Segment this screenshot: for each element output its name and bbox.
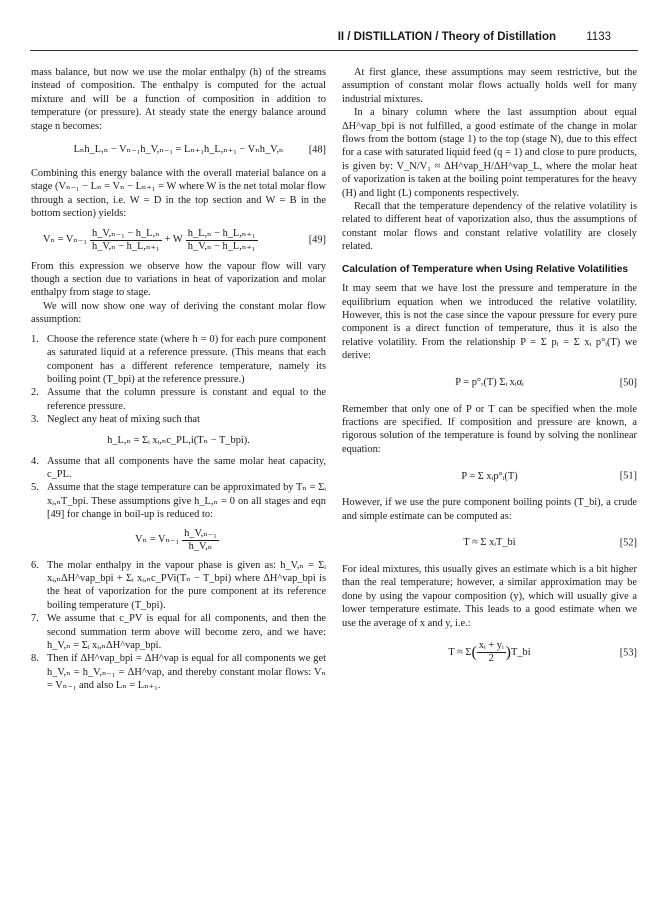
list-item-number: 6.	[31, 559, 39, 571]
list-item-text: Assume that all components have the same molar heat capacity, c_PL.	[47, 455, 326, 480]
list-item-text: We assume that c_PV is equal for all components, and then the second summation term above will become zero, and we have: h_V,ₙ = Σᵢ xᵢ,ₙΔH^vap_bpi.	[47, 613, 326, 651]
assumption-list	[31, 333, 326, 427]
list-item	[31, 386, 326, 413]
list-item-text: Assume that the column pressure is constant and equal to the reference pressure.	[47, 387, 326, 412]
fraction-denominator: h_V,ₙ	[188, 540, 213, 552]
equation-49-fraction-1	[90, 228, 162, 253]
assumption-list-continued	[31, 455, 326, 522]
list-item	[31, 413, 326, 426]
fraction-denominator: h_V,ₙ − h_L,ₙ₊₁	[187, 240, 256, 252]
assumption-list-continued-2	[31, 559, 326, 693]
paragraph: However, if we use the pure component boiling points (T_bi), a crude and simple estimate can be computed as:	[342, 497, 637, 522]
equation-body: T ≈ Σ xᵢT_bi	[463, 537, 516, 549]
equation-52	[342, 533, 637, 553]
fraction-denominator: h_V,ₙ − h_L,ₙ₊₁	[91, 240, 160, 252]
paragraph: For ideal mixtures, this usually gives an estimate which is a bit higher than the real temperature; however, a similar approximation may be done by using the vapour composition (y), which will usually give a lower temperature estimate. This leads to a good estimate when we use the average of x and y, i.e.:	[342, 564, 637, 629]
list-item	[31, 333, 326, 387]
equation-body: h_L,ₙ = Σᵢ xᵢ,ₙc_PL,i(Tₙ − T_bpi).	[107, 434, 250, 446]
list-item-number: 2.	[31, 387, 39, 399]
fraction-numerator: h_L,ₙ − h_L,ₙ₊₁	[187, 227, 256, 239]
list-item-text: Then if ΔH^vap_bpi = ΔH^vap is equal for all components we get h_V,ₙ = h_V,ₙ₋₁ = ΔH^vap, and thereby constant molar flows: Vₙ = Vₙ₋₁ and also Lₙ = Lₙ₊₁.	[47, 653, 326, 692]
equation-number: [53]	[619, 646, 637, 658]
list-item	[31, 455, 326, 482]
fraction-numerator: h_V,ₙ₋₁ − h_L,ₙ	[91, 227, 160, 239]
running-header	[0, 28, 668, 50]
paragraph: From this expression we observe how the vapour flow will vary though a section due to variations in heat of vaporization and molar enthalpy from stage to stage.	[31, 260, 326, 299]
list-item-text: Neglect any heat of mixing such that	[47, 414, 200, 426]
equation-49-plus: + W	[164, 234, 183, 246]
list-item-text: Choose the reference state (where h = 0) for each pure component as saturated liquid at a reference pressure. (This means that each component has a different reference temperature, namely its boiling point (T_bpi) at the reference pressure.)	[47, 333, 326, 385]
list-item-number: 1.	[31, 333, 39, 345]
paragraph: Recall that the temperature dependency of the relative volatility is related to different heat of vaporization also, thus the assumptions of constant molar flows and constant relative volatility are closely related.	[342, 201, 637, 253]
equation-48-body: Lₙh_L,ₙ − Vₙ₋₁h_V,ₙ₋₁ = Lₙ₊₁h_L,ₙ₊₁ − Vₙh_V,ₙ	[73, 144, 284, 156]
equation-fraction	[182, 528, 219, 553]
right-column	[342, 66, 637, 675]
equation-body: P = p°ᵣ(T) Σᵢ xᵢαᵢ	[455, 376, 524, 388]
equation-49-lhs: Vₙ = Vₙ₋₁	[43, 234, 87, 246]
list-item	[31, 481, 326, 521]
paragraph: Combining this energy balance with the overall material balance on a stage (Vₙ₋₁ − Lₙ = Vₙ − Lₙ₊₁ = W where W is the net total molar flow through a section, i.e. W = D in the top section and W = B in the bottom section) yields:	[31, 168, 326, 220]
list-item-number: 5.	[31, 482, 39, 494]
equation-body: P = Σ xᵢp°ᵢ(T)	[461, 470, 518, 482]
paragraph: We will now show one way of deriving the constant molar flow assumption:	[31, 300, 326, 326]
list-item	[31, 612, 326, 652]
equation-pre: T ≈ Σ	[448, 646, 472, 658]
equation-48	[31, 140, 326, 160]
equation-fraction	[477, 640, 506, 665]
paren-close: )	[505, 643, 511, 661]
running-header-title: II / DISTILLATION / Theory of Distillation	[337, 31, 556, 43]
list-item-number: 7.	[31, 613, 39, 625]
equation-number: [50]	[619, 376, 637, 388]
equation-number: [51]	[619, 470, 637, 482]
paragraph: At first glance, these assumptions may seem restrictive, but the assumption of constant molar flows actually holds well for many industrial mixtures.	[342, 67, 637, 105]
fraction-denominator: 2	[488, 653, 494, 665]
list-item	[31, 559, 326, 613]
equation-post: T_bi	[511, 646, 531, 658]
paragraph: It may seem that we have lost the pressure and temperature in the equilibrium equation when we introduced the relative volatility. However, this is not the case since the vapour pressure for every pure component is a direct function of temperature, thus it is also the relative volatility. From the relationship P = Σ pᵢ = Σ xᵢ p°ᵢ(T) we derive:	[342, 283, 637, 362]
section-heading: Calculation of Temperature when Using Relative Volatilities	[342, 263, 629, 275]
equation-item-5	[31, 528, 326, 553]
list-item-text: Assume that the stage temperature can be approximated by Tₙ = Σᵢ xᵢ,ₙT_bpi. These assumptions give h_L,ₙ = 0 on all stages and eqn [49] for change in boil-up is reduced to:	[47, 482, 326, 521]
paragraph: Remember that only one of P or T can be specified when the mole fractions are specified. If composition and pressure are known, a rigorous solution of the temperature is found by solving the nonlinear equation:	[342, 403, 637, 455]
equation-53	[342, 640, 637, 665]
equation-49-fraction-2	[186, 228, 258, 253]
equation-number: [49]	[308, 234, 326, 246]
equation-49	[31, 228, 326, 253]
paragraph: mass balance, but now we use the molar enthalpy (h) of the streams instead of composition. The enthalpy is computed for the actual mixture and will be a function of composition in addition to temperature (or pressure). At steady state the energy balance around stage n becomes:	[31, 67, 326, 132]
equation-lhs: Vₙ = Vₙ₋₁	[135, 534, 180, 546]
paragraph: In a binary column where the last assumption about equal ΔH^vap_bpi is not fulfilled, a good estimate of the change in molar flows from the bottom (stage 1) to the top (stage N), due to this effect for a case with saturated liquid feed (q = 1) and close to pure products, is given by: V_N/V₁ ≈ ΔH^vap_H/ΔH^vap_L, where the molar heat of vaporization is taken at the boiling point temperatures for the heavy (H) and light (L) components respectively.	[342, 107, 637, 199]
page-number: 1133	[586, 31, 611, 43]
equation-number: [52]	[619, 537, 637, 549]
list-item-number: 4.	[31, 455, 39, 467]
fraction-numerator: xᵢ + yᵢ	[478, 640, 504, 652]
header-rule	[30, 50, 638, 51]
fraction-numerator: h_V,ₙ₋₁	[184, 527, 217, 539]
list-item-text: The molar enthalpy in the vapour phase is given as: h_V,ₙ = Σᵢ xᵢ,ₙΔH^vap_bpi + Σᵢ xᵢ,ₙc_PVi(Tₙ − T_bpi) where ΔH^vap_bpi is the heat of vaporization for the pure component at its reference boiling temperature (T_bpi).	[47, 559, 326, 611]
list-item	[31, 652, 326, 692]
equation-50	[342, 373, 637, 393]
paren-open: (	[471, 643, 477, 661]
list-item-number: 8.	[31, 653, 39, 665]
equation-number: [48]	[308, 144, 326, 156]
equation-51	[342, 466, 637, 486]
equation-item-3	[31, 431, 326, 451]
left-column	[31, 66, 326, 693]
list-item-number: 3.	[31, 414, 39, 426]
